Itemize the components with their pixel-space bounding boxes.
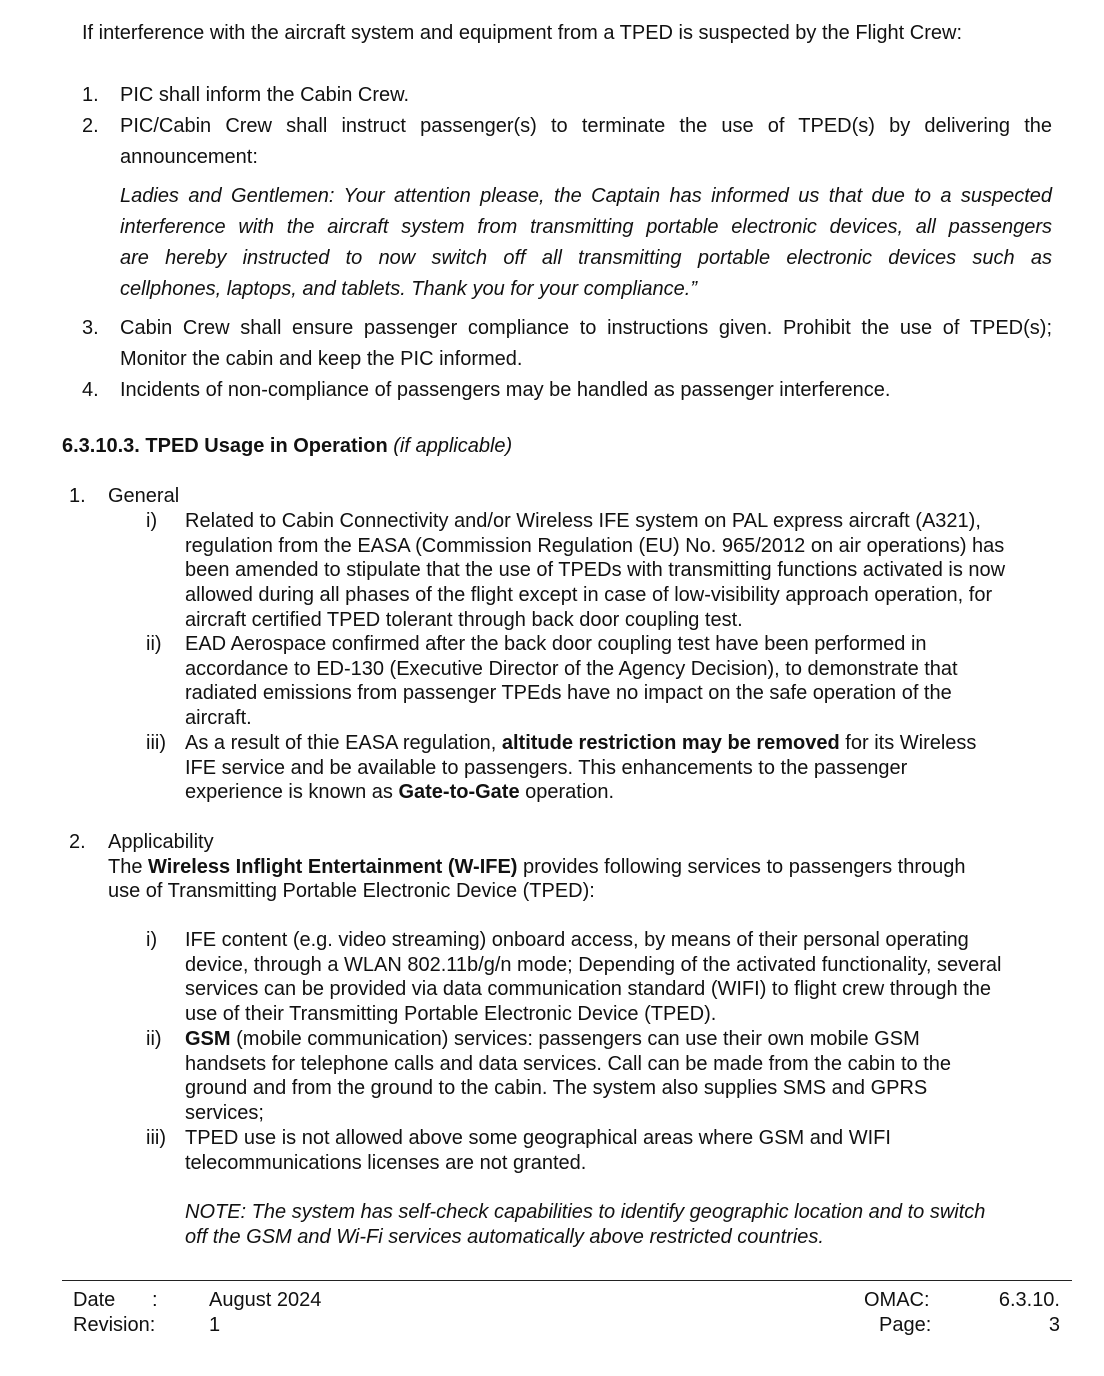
footer-omac-label: OMAC:	[864, 1289, 930, 1311]
text-run: (mobile communication) services: passengers can use their own mobile GSM	[230, 1028, 920, 1050]
list-item	[185, 928, 1001, 1027]
list-item-line: handsets for telephone calls and data services. Call can be made from the cabin to the	[185, 1052, 952, 1075]
section-heading	[62, 431, 512, 462]
subsection-block	[108, 830, 966, 904]
list-item-line: services;	[185, 1102, 264, 1125]
roman-numeral: ii)	[146, 1028, 162, 1050]
section-title: 6.3.10.3. TPED Usage in Operation	[62, 435, 388, 457]
list-item-line: IFE service and be available to passengers. This enhancements to the passenger	[185, 756, 908, 779]
footer-date-colon: :	[152, 1289, 158, 1311]
footer-revision-label: Revision:	[73, 1314, 156, 1336]
list-item-line: accordance to ED-130 (Executive Director of the Agency Decision), to demonstrate that	[185, 657, 958, 680]
step-text: Incidents of non-compliance of passengers may be handled as passenger interference.	[120, 379, 891, 401]
footer-date-value: August 2024	[209, 1289, 322, 1311]
intro-paragraph: If interference with the aircraft system and equipment from a TPED is suspected by the Flight Crew:	[82, 22, 963, 44]
step-number: 4.	[82, 379, 99, 401]
step-text-continued: Monitor the cabin and keep the PIC informed.	[120, 348, 523, 370]
step-text-continued: announcement:	[120, 146, 258, 168]
roman-numeral: i)	[146, 929, 158, 951]
subsection-number: 1.	[69, 485, 86, 507]
step-text: PIC shall inform the Cabin Crew.	[120, 84, 410, 106]
applicability-intro	[108, 855, 966, 880]
list-item	[185, 731, 976, 805]
announcement-line: cellphones, laptops, and tablets. Thank you for your compliance.”	[120, 278, 697, 300]
footer-page-label: Page:	[879, 1314, 932, 1336]
roman-numeral: iii)	[146, 1127, 166, 1149]
footer-page-value: 3	[1048, 1314, 1060, 1336]
section-qualifier: (if applicable)	[393, 435, 513, 457]
text-run: provides following services to passengers through	[517, 855, 966, 878]
bold-text: Wireless Inflight Entertainment (W-IFE)	[148, 855, 518, 878]
announcement-line: are hereby instructed to now switch off all transmitting portable electronic devices such as	[120, 247, 1052, 269]
text-run: for its Wireless	[839, 732, 977, 754]
announcement-line: Ladies and Gentlemen: Your attention please, the Captain has informed us that due to a suspected	[120, 185, 1052, 207]
roman-numeral: i)	[146, 510, 158, 532]
list-item-line: telecommunications licenses are not granted.	[185, 1151, 587, 1174]
list-item-line	[185, 731, 976, 756]
list-item	[185, 1126, 891, 1175]
list-item-line: regulation from the EASA (Commission Regulation (EU) No. 965/2012 on air operations) has	[185, 534, 1005, 557]
list-item-line: Related to Cabin Connectivity and/or Wireless IFE system on PAL express aircraft (A321),	[185, 510, 981, 532]
note-line: off the GSM and Wi-Fi services automatically above restricted countries.	[185, 1225, 824, 1248]
text-run: operation.	[519, 781, 615, 804]
subsection-number: 2.	[69, 831, 86, 853]
roman-numeral: iii)	[146, 732, 166, 754]
subsection-title: Applicability	[108, 831, 214, 853]
text-run: experience is known as	[185, 781, 399, 804]
step-text: Cabin Crew shall ensure passenger compliance to instructions given. Prohibit the use of TPED(s);	[120, 317, 1052, 339]
list-item-line: ground and from the ground to the cabin. The system also supplies SMS and GPRS	[185, 1077, 928, 1100]
bold-text: Gate-to-Gate	[398, 781, 520, 804]
bold-text: altitude restriction may be removed	[501, 732, 840, 754]
footer-omac-value: 6.3.10.	[998, 1289, 1060, 1311]
note	[185, 1200, 985, 1249]
footer-revision-value: 1	[209, 1314, 221, 1336]
list-item-line: IFE content (e.g. video streaming) onboard access, by means of their personal operating	[185, 929, 969, 951]
list-item-line: aircraft.	[185, 707, 252, 730]
list-item-line: aircraft certified TPED tolerant through back door coupling test.	[185, 608, 743, 631]
list-item-line: EAD Aerospace confirmed after the back door coupling test have been performed in	[185, 633, 927, 655]
subsection-title: General	[108, 485, 180, 507]
step-number: 3.	[82, 317, 99, 339]
list-item-line: been amended to stipulate that the use of TPEDs with transmitting functions activated is now	[185, 559, 1006, 582]
note-line: NOTE: The system has self-check capabilities to identify geographic location and to switch	[185, 1201, 986, 1223]
bold-text: GSM	[185, 1028, 231, 1050]
list-item	[185, 509, 1005, 633]
list-item-line: TPED use is not allowed above some geographical areas where GSM and WIFI	[185, 1127, 891, 1149]
text-run: The	[108, 855, 149, 878]
text-run: As a result of thie EASA regulation,	[185, 732, 502, 754]
list-item-line	[185, 780, 976, 805]
applicability-intro-continued: use of Transmitting Portable Electronic Device (TPED):	[108, 880, 595, 903]
list-item	[185, 1027, 951, 1126]
list-item-line: use of their Transmitting Portable Electronic Device (TPED).	[185, 1003, 717, 1026]
list-item-line: radiated emissions from passenger TPEds have no impact on the safe operation of the	[185, 682, 952, 705]
footer-divider	[62, 1280, 1072, 1281]
list-item-line: services can be provided via data communication standard (WIFI) to flight crew through the	[185, 978, 991, 1001]
list-item	[185, 632, 958, 731]
footer-date-label: Date	[73, 1289, 116, 1311]
step-number: 1.	[82, 84, 99, 106]
step-text: PIC/Cabin Crew shall instruct passenger(s) to terminate the use of TPED(s) by delivering the	[120, 115, 1052, 137]
announcement-line: interference with the aircraft system from transmitting portable electronic devices, all passengers	[120, 216, 1052, 238]
list-item-line: device, through a WLAN 802.11b/g/n mode; Depending of the activated functionality, several	[185, 953, 1002, 976]
list-item-line: allowed during all phases of the flight except in case of low-visibility approach operation, for	[185, 584, 993, 607]
step-number: 2.	[82, 115, 99, 137]
roman-numeral: ii)	[146, 633, 162, 655]
list-item-line	[185, 1027, 951, 1052]
